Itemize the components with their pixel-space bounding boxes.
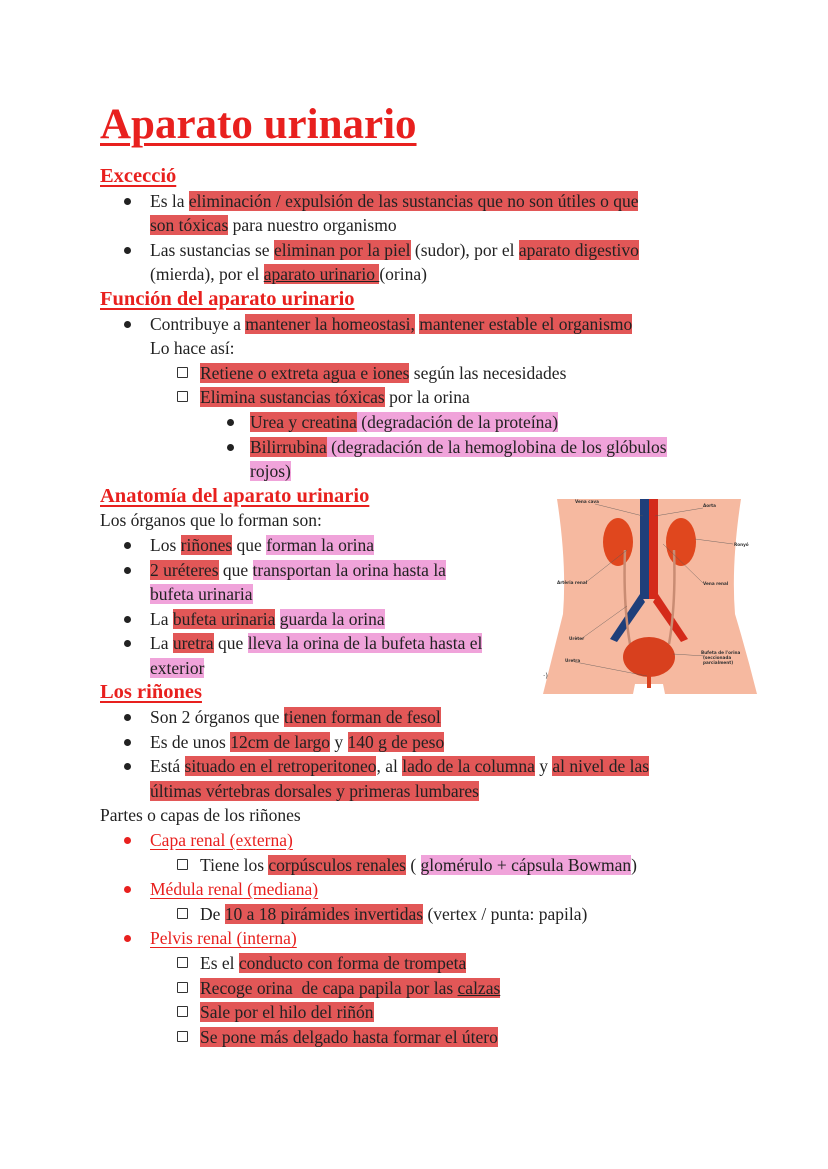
highlight-pink: forman la orina — [266, 534, 375, 555]
line-text — [250, 435, 667, 460]
label-vena-cava: Vena cava — [575, 499, 599, 504]
highlight-red: uretra — [172, 633, 214, 654]
section-heading — [0, 287, 828, 312]
line-text — [150, 238, 639, 263]
highlight-red: 12cm de largo — [230, 731, 330, 752]
line-text — [150, 558, 446, 583]
list-item — [0, 705, 828, 730]
highlight-red: Urea y creatina — [250, 411, 357, 432]
text-segment: Lo hace así: — [150, 338, 235, 359]
highlight-red: son tóxicas — [150, 215, 229, 236]
line-text — [200, 361, 566, 386]
page-title: Aparato urinario — [100, 101, 417, 148]
list-item — [0, 312, 828, 337]
text-segment: Contribuye a — [150, 313, 246, 334]
list-item — [0, 853, 828, 878]
stray-mark: ·) — [543, 672, 548, 680]
line-text — [150, 336, 235, 361]
highlight-red: situado en el retroperitoneo — [184, 756, 377, 777]
bullet-icon — [124, 321, 131, 328]
highlight-red: 2 uréteres — [150, 559, 219, 580]
highlight-red: 10 a 18 pirámides invertidas — [224, 903, 424, 924]
text-segment: Anatomía del aparato urinario — [100, 484, 370, 507]
label-ureter: Urèter — [569, 636, 585, 641]
line-text — [100, 680, 202, 705]
text-segment: La — [150, 608, 173, 629]
list-item — [0, 262, 828, 287]
line-text — [150, 828, 293, 853]
highlight-red: Retiene o extreta agua e iones — [200, 362, 410, 383]
line-text — [150, 312, 632, 337]
checkbox-icon[interactable] — [177, 859, 188, 870]
line-text — [150, 607, 385, 632]
line-text — [150, 877, 318, 902]
highlight-red: calzas — [457, 977, 501, 998]
bullet-icon — [124, 837, 131, 844]
list-item — [0, 730, 828, 755]
text-segment: , al — [376, 756, 403, 777]
text-segment: (orina) — [379, 264, 427, 285]
text-segment: que — [213, 633, 248, 654]
text-segment: que — [218, 559, 253, 580]
highlight-pink: exterior — [150, 657, 205, 678]
label-aorta: Aorta — [703, 503, 717, 508]
line-text — [150, 730, 444, 755]
bullet-icon — [124, 935, 131, 942]
text-segment: Partes o capas de los riñones — [100, 805, 301, 826]
label-bladder-3: parcialment) — [703, 660, 734, 665]
highlight-red: últimas vértebras dorsales y primeras lumbares — [150, 780, 479, 801]
text-segment: Son 2 órganos que — [150, 707, 284, 728]
highlight-pink: guarda la orina — [279, 608, 385, 629]
line-text — [200, 976, 500, 1001]
bullet-icon — [124, 739, 131, 746]
line-text — [100, 508, 322, 533]
highlight-red: mantener estable el organismo — [419, 313, 633, 334]
line-text — [150, 213, 397, 238]
list-item — [0, 361, 828, 386]
bullet-icon — [227, 419, 234, 426]
checkbox-icon[interactable] — [177, 367, 188, 378]
highlight-red: bufeta urinaria — [172, 608, 276, 629]
line-text — [150, 754, 649, 779]
label-bladder: Bufeta de l'orina — [701, 650, 741, 655]
line-text — [200, 902, 587, 927]
highlight-red: al nivel de las — [552, 756, 650, 777]
list-item — [0, 1000, 828, 1025]
list-item — [0, 336, 828, 361]
bullet-icon — [227, 444, 234, 451]
list-item — [0, 754, 828, 779]
list-item — [0, 213, 828, 238]
highlight-red: Recoge orina de capa papila por las — [200, 977, 458, 998]
text-segment: De — [200, 903, 225, 924]
text-segment: Capa renal (externa) — [150, 830, 293, 851]
text-segment: Médula renal (mediana) — [150, 879, 319, 900]
list-item — [0, 951, 828, 976]
highlight-pink: bufeta urinaria — [150, 584, 253, 605]
text-segment: y — [534, 756, 553, 777]
list-item — [0, 926, 828, 951]
urinary-system-illustration — [535, 494, 763, 696]
list-item — [0, 459, 828, 484]
list-item — [0, 385, 828, 410]
text-segment: Los riñones — [100, 681, 202, 704]
text-segment: (mierda), por el — [150, 264, 264, 285]
bullet-icon — [124, 763, 131, 770]
text-segment: Los — [150, 534, 181, 555]
text-segment: Pelvis renal (interna) — [150, 928, 297, 949]
bullet-icon — [124, 542, 131, 549]
highlight-pink: (degradación de la hemoglobina de los glóbulos — [326, 436, 667, 457]
line-text — [200, 951, 466, 976]
text-segment: Las sustancias se — [150, 239, 274, 260]
line-text — [150, 926, 297, 951]
line-text — [150, 533, 374, 558]
bullet-icon — [124, 198, 131, 205]
list-item — [0, 828, 828, 853]
highlight-red: eliminan por la piel — [273, 239, 411, 260]
line-text — [150, 656, 204, 681]
bullet-icon — [124, 714, 131, 721]
line-text — [250, 459, 291, 484]
section-heading — [0, 164, 828, 189]
line-text — [100, 484, 369, 509]
vena-cava-shape — [640, 499, 649, 599]
list-item — [0, 410, 828, 435]
line-text — [150, 779, 479, 804]
text-segment: Es la — [150, 190, 189, 211]
bullet-icon — [124, 247, 131, 254]
line-text — [250, 410, 558, 435]
highlight-pink: transportan la orina hasta la — [252, 559, 446, 580]
line-text — [150, 705, 441, 730]
right-kidney-shape — [666, 518, 696, 566]
list-item — [0, 902, 828, 927]
text-segment: que — [232, 534, 267, 555]
label-renal-vein: Vena renal — [703, 581, 729, 586]
bullet-icon — [124, 886, 131, 893]
checkbox-icon[interactable] — [177, 982, 188, 993]
highlight-red: mantener la homeostasi, — [245, 313, 415, 334]
highlight-red: tienen forman de fesol — [283, 707, 441, 728]
text-segment: según las necesidades — [409, 362, 567, 383]
bullet-icon — [124, 567, 131, 574]
highlight-red: Se pone más delgado hasta formar el útero — [200, 1026, 498, 1047]
highlight-red: corpúsculos renales — [268, 854, 406, 875]
list-item — [0, 435, 828, 460]
text-segment: por la orina — [384, 387, 470, 408]
text-segment: ( — [405, 854, 421, 875]
label-bladder-2: (seccionada — [703, 655, 732, 660]
text-segment: Función del aparato urinario — [100, 287, 355, 310]
list-item — [0, 1025, 828, 1050]
list-item — [0, 877, 828, 902]
line-text — [150, 262, 427, 287]
line-text — [100, 803, 301, 828]
text-segment: Es el — [200, 953, 239, 973]
line-text — [200, 385, 470, 410]
text-segment: (vertex / punta: papila) — [423, 903, 588, 924]
highlight-red: riñones — [180, 534, 233, 555]
checkbox-icon[interactable] — [177, 1006, 188, 1017]
text-segment: y — [330, 731, 348, 752]
highlight-red: lado de la columna — [402, 756, 535, 777]
line-text — [150, 189, 638, 214]
highlight-red: aparato digestivo — [518, 239, 639, 260]
text-segment: para nuestro organismo — [228, 215, 397, 236]
line-text — [150, 631, 482, 656]
highlight-red: 140 g de peso — [347, 731, 445, 752]
label-kidney: Ronyó — [734, 542, 749, 547]
bullet-icon — [124, 616, 131, 623]
checkbox-icon[interactable] — [177, 391, 188, 402]
text-segment: (sudor), por el — [410, 239, 519, 260]
text-segment: Está — [150, 756, 185, 777]
text-segment: Tiene los — [200, 854, 269, 875]
bullet-icon — [124, 640, 131, 647]
checkbox-icon[interactable] — [177, 957, 188, 968]
label-renal-artery: Artèria renal — [557, 580, 588, 585]
text-segment: Excecció — [100, 165, 177, 187]
highlight-pink: rojos) — [250, 461, 291, 482]
paragraph-line — [0, 803, 828, 828]
text-segment: ) — [631, 854, 637, 875]
highlight-red: Elimina sustancias tóxicas — [200, 387, 385, 408]
bladder-shape — [623, 637, 675, 677]
label-urethra: Uretra — [565, 658, 581, 663]
list-item — [0, 779, 828, 804]
highlight-pink: lleva la orina de la bufeta hasta el — [247, 633, 483, 654]
list-item — [0, 189, 828, 214]
line-text — [150, 582, 253, 607]
highlight-red: eliminación / expulsión de las sustancias que no son útiles o que — [188, 190, 639, 211]
text-segment: La — [150, 633, 173, 654]
text-segment: Es de unos — [150, 731, 231, 752]
checkbox-icon[interactable] — [177, 1031, 188, 1042]
text-segment: Los órganos que lo forman son: — [100, 510, 322, 531]
highlight-red: Bilirrubina — [250, 436, 327, 457]
highlight-red: aparato urinario — [263, 264, 380, 285]
line-text — [200, 853, 637, 878]
list-item — [0, 238, 828, 263]
checkbox-icon[interactable] — [177, 908, 188, 919]
list-item — [0, 976, 828, 1001]
highlight-red: Sale por el hilo del riñón — [200, 1002, 374, 1023]
line-text — [200, 1025, 498, 1050]
highlight-pink: (degradación de la proteína) — [356, 411, 559, 432]
line-text — [100, 164, 176, 189]
line-text — [200, 1000, 374, 1025]
aorta-shape — [649, 499, 658, 599]
highlight-pink: glomérulo + cápsula Bowman — [420, 854, 632, 875]
left-kidney-shape — [603, 518, 633, 566]
highlight-red: conducto con forma de trompeta — [238, 953, 467, 973]
line-text — [100, 287, 355, 312]
